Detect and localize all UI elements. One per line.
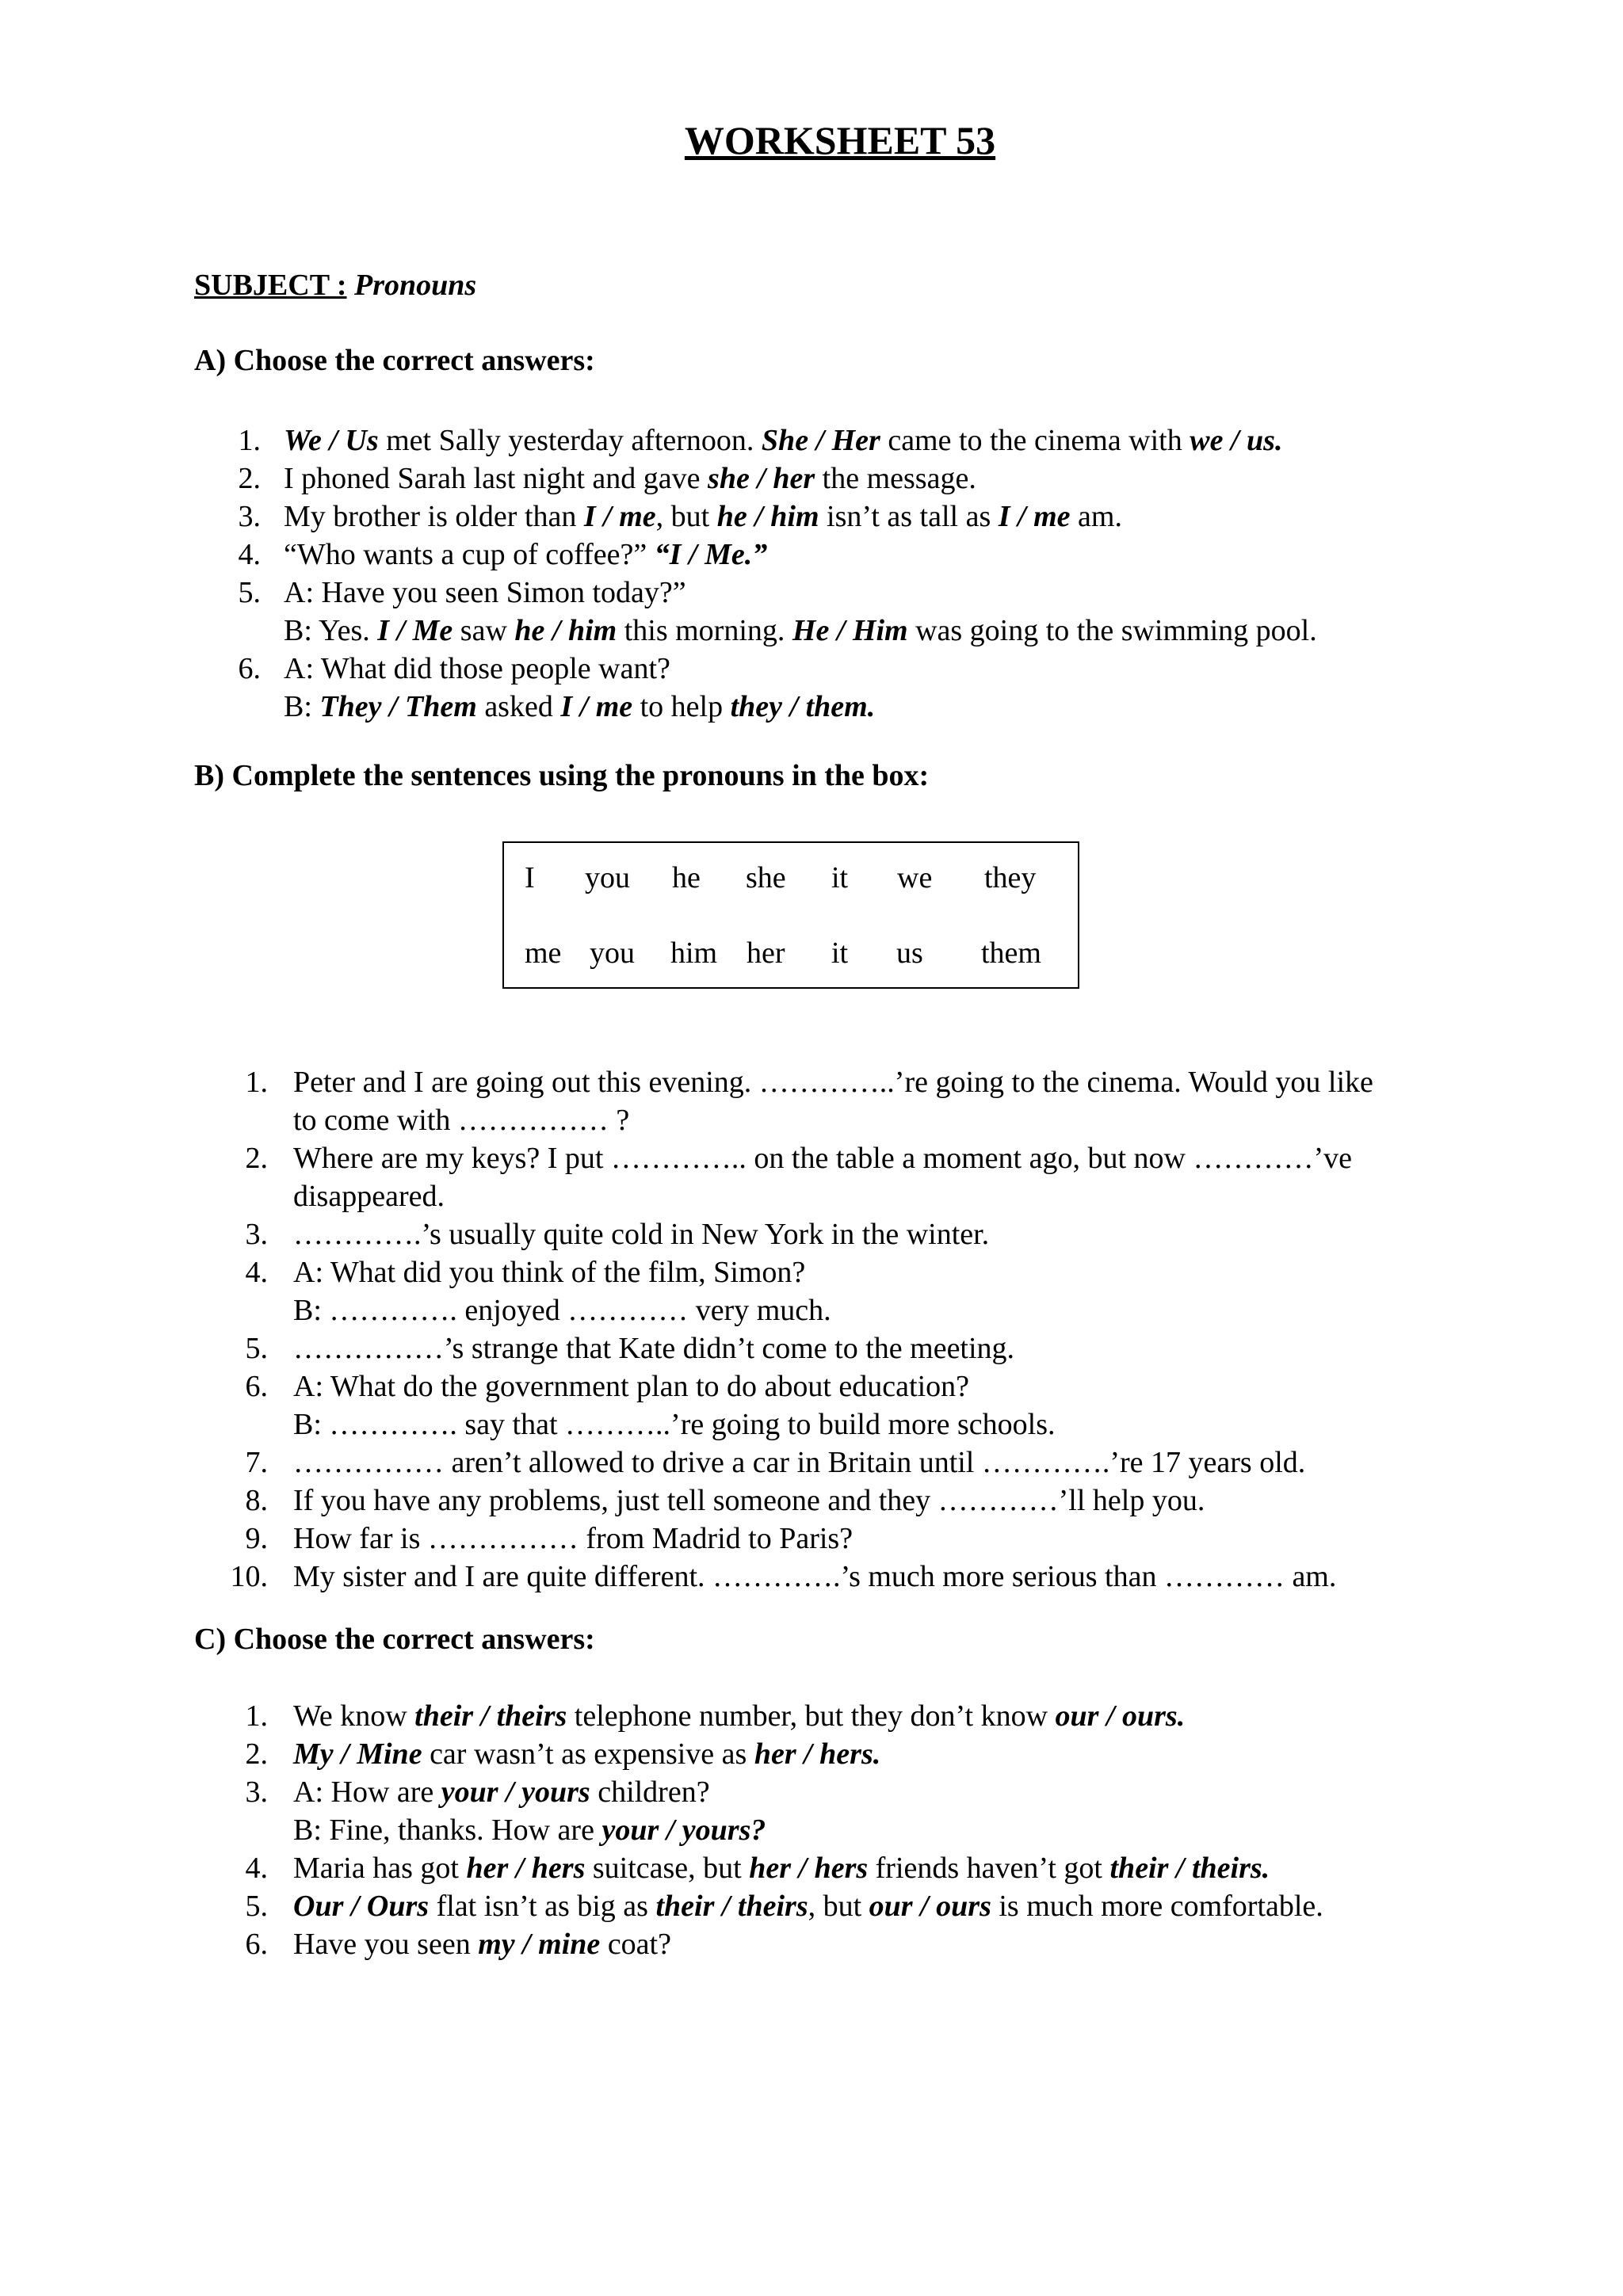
item-line (293, 1482, 1510, 1520)
pronoun-word: me (525, 936, 562, 970)
item-text: to help (632, 690, 731, 723)
item-text: car wasn’t as expensive as (422, 1737, 754, 1771)
exercise-item (194, 1849, 1541, 1887)
item-number: 5. (245, 1332, 268, 1365)
pronoun-word: she (746, 861, 786, 894)
item-line (293, 1405, 1510, 1444)
item-line (284, 650, 1541, 688)
pronoun-word: you (590, 936, 635, 970)
answer-choice: They / Them (319, 690, 477, 723)
item-text: coat? (600, 1928, 671, 1961)
exercise-item (194, 536, 1541, 574)
item-text: B: Yes. (284, 614, 378, 647)
item-text: was going to the swimming pool. (907, 614, 1317, 647)
exercise-item (194, 1253, 1510, 1329)
item-line (284, 574, 1541, 612)
item-text: is much more comfortable. (991, 1890, 1323, 1923)
pronoun-word: you (585, 861, 630, 894)
item-text: B: Fine, thanks. How are (293, 1814, 602, 1847)
page-title: WORKSHEET 53 (684, 118, 996, 162)
exercise-item (194, 1925, 1541, 1963)
item-text: , but (655, 500, 717, 533)
answer-choice: I / me (998, 500, 1071, 533)
answer-choice: I / me (560, 690, 633, 723)
exercise-item (194, 1139, 1510, 1215)
item-line (293, 1291, 1510, 1329)
exercise-item (194, 1367, 1510, 1444)
subject-label: SUBJECT : (194, 269, 347, 302)
pronoun-word: her (747, 936, 785, 970)
answer-choice: her / hers (466, 1852, 586, 1885)
item-line (293, 1139, 1510, 1177)
item-text: Where are my keys? I put ………….. on the table a moment ago, but now …………’ve (293, 1142, 1352, 1175)
answer-choice: we / us. (1190, 424, 1283, 457)
item-text: to come with …………… ? (293, 1104, 630, 1137)
pronoun-word: it (831, 936, 849, 970)
item-line (284, 421, 1541, 460)
item-text: My sister and I are quite different. ………….’s much more serious than ………… am. (293, 1560, 1337, 1593)
item-text: Peter and I are going out this evening. …………..’re going to the cinema. Would you like (293, 1066, 1373, 1099)
section-b-list (194, 1063, 1510, 1596)
pronoun-word: they (984, 861, 1037, 894)
item-text: A: What do the government plan to do about education? (293, 1370, 970, 1403)
item-number: 2. (245, 1737, 268, 1771)
item-number: 6. (245, 1928, 268, 1961)
item-number: 3. (245, 1218, 268, 1251)
exercise-item (194, 1735, 1541, 1773)
answer-choice: My / Mine (293, 1737, 422, 1771)
section-c-heading: C) Choose the correct answers: (194, 1623, 595, 1656)
pronoun-word: he (672, 861, 701, 894)
exercise-item (194, 1558, 1510, 1596)
item-text: suitcase, but (585, 1852, 750, 1885)
answer-choice: he / him (514, 614, 617, 647)
item-line (293, 1773, 1541, 1811)
answer-choice: She / Her (761, 424, 880, 457)
item-text: Maria has got (293, 1852, 467, 1885)
item-number: 6. (238, 652, 261, 685)
item-number: 10. (230, 1560, 268, 1593)
answer-choice: their / theirs (414, 1699, 567, 1733)
item-text: A: How are (293, 1775, 441, 1809)
answer-choice: your / yours (441, 1775, 590, 1809)
item-text: , but (808, 1890, 869, 1923)
item-number: 2. (245, 1142, 268, 1175)
item-text: ………….’s usually quite cold in New York in the winter. (293, 1218, 990, 1251)
exercise-item (194, 1887, 1541, 1925)
item-line (293, 1925, 1541, 1963)
subject-line (194, 268, 476, 303)
item-text: disappeared. (293, 1180, 445, 1213)
item-text: “Who wants a cup of coffee?” (284, 538, 655, 571)
item-line (293, 1444, 1510, 1482)
exercise-item (194, 1697, 1541, 1735)
subject-value: Pronouns (354, 269, 477, 302)
item-line (293, 1253, 1510, 1291)
exercise-item (194, 1773, 1541, 1849)
item-line (293, 1367, 1510, 1405)
item-text: How far is …………… from Madrid to Paris? (293, 1522, 854, 1555)
item-line (293, 1329, 1510, 1367)
pronoun-word: us (896, 936, 923, 970)
answer-choice: our / ours. (1055, 1699, 1186, 1733)
item-text: saw (453, 614, 515, 647)
item-line (293, 1811, 1541, 1849)
item-text: flat isn’t as big as (429, 1890, 656, 1923)
answer-choice: Our / Ours (293, 1890, 430, 1923)
item-text: ……………’s strange that Kate didn’t come to the meeting. (293, 1332, 1015, 1365)
answer-choice: she / her (708, 462, 815, 495)
item-text: friends haven’t got (868, 1852, 1110, 1885)
exercise-item (194, 1520, 1510, 1558)
item-number: 3. (245, 1775, 268, 1809)
answer-choice: my / mine (478, 1928, 601, 1961)
section-a-list (194, 421, 1541, 726)
item-text: A: What did you think of the film, Simon? (293, 1256, 806, 1289)
item-text: A: Have you seen Simon today?” (284, 576, 686, 609)
item-line (293, 1215, 1510, 1253)
item-line (284, 612, 1541, 650)
item-text: met Sally yesterday afternoon. (378, 424, 762, 457)
item-text: …………… aren’t allowed to drive a car in Britain until ………….’re 17 years old. (293, 1446, 1306, 1479)
item-number: 8. (245, 1484, 268, 1517)
item-number: 6. (245, 1370, 268, 1403)
answer-choice: “I / Me.” (654, 538, 768, 571)
item-text: this morning. (617, 614, 792, 647)
exercise-item (194, 1482, 1510, 1520)
exercise-item (194, 460, 1541, 498)
answer-choice: her / hers. (754, 1737, 881, 1771)
section-b-heading: B) Complete the sentences using the pronouns in the box: (194, 759, 930, 792)
answer-choice: her / hers (749, 1852, 869, 1885)
section-c-list (194, 1697, 1541, 1963)
pronoun-box (502, 841, 1079, 989)
pronoun-word: him (670, 936, 718, 970)
item-line (293, 1101, 1510, 1139)
exercise-item (194, 1063, 1510, 1139)
item-line (293, 1063, 1510, 1101)
item-text: the message. (815, 462, 976, 495)
item-number: 7. (245, 1446, 268, 1479)
pronoun-word: it (831, 861, 849, 894)
item-number: 1. (245, 1699, 268, 1733)
item-line (293, 1849, 1541, 1887)
item-text: am. (1070, 500, 1122, 533)
answer-choice: We / Us (284, 424, 379, 457)
item-text: children? (590, 1775, 710, 1809)
exercise-item (194, 421, 1541, 460)
section-a-heading: A) Choose the correct answers: (194, 344, 595, 377)
answer-choice: our / ours (869, 1890, 991, 1923)
answer-choice: He / Him (792, 614, 908, 647)
exercise-item (194, 1329, 1510, 1367)
answer-choice: they / them. (730, 690, 876, 723)
item-text: A: What did those people want? (284, 652, 670, 685)
answer-choice: I / me (583, 500, 656, 533)
item-text: isn’t as tall as (819, 500, 999, 533)
item-number: 4. (245, 1852, 268, 1885)
item-line (284, 498, 1541, 536)
item-line (284, 688, 1541, 726)
item-line (293, 1520, 1510, 1558)
item-number: 4. (245, 1256, 268, 1289)
pronoun-word: them (981, 936, 1041, 970)
answer-choice: their / theirs (655, 1890, 808, 1923)
item-line (284, 460, 1541, 498)
item-number: 5. (238, 576, 261, 609)
pronoun-word: we (897, 861, 933, 894)
item-number: 5. (245, 1890, 268, 1923)
item-number: 9. (245, 1522, 268, 1555)
pronoun-word: I (525, 861, 535, 894)
exercise-item (194, 650, 1541, 726)
item-line (293, 1558, 1510, 1596)
item-text: We know (293, 1699, 415, 1733)
item-line (293, 1735, 1541, 1773)
item-text: came to the cinema with (880, 424, 1190, 457)
item-text: My brother is older than (284, 500, 584, 533)
item-number: 1. (245, 1066, 268, 1099)
item-number: 4. (238, 538, 261, 571)
exercise-item (194, 574, 1541, 650)
answer-choice: their / theirs. (1109, 1852, 1270, 1885)
item-text: Have you seen (293, 1928, 479, 1961)
item-text: B: (284, 690, 320, 723)
exercise-item (194, 1444, 1510, 1482)
item-line (293, 1697, 1541, 1735)
exercise-item (194, 498, 1541, 536)
item-text: I phoned Sarah last night and gave (284, 462, 708, 495)
item-text: If you have any problems, just tell someone and they …………’ll help you. (293, 1484, 1205, 1517)
answer-choice: your / yours? (601, 1814, 766, 1847)
item-text: B: …………. enjoyed ………… very much. (293, 1294, 831, 1327)
item-text: B: …………. say that ………..’re going to build more schools. (293, 1408, 1056, 1441)
item-number: 1. (238, 424, 261, 457)
item-line (293, 1177, 1510, 1215)
item-number: 3. (238, 500, 261, 533)
item-line (293, 1887, 1541, 1925)
exercise-item (194, 1215, 1510, 1253)
item-line (284, 536, 1541, 574)
answer-choice: he / him (716, 500, 819, 533)
answer-choice: I / Me (377, 614, 453, 647)
item-text: asked (476, 690, 561, 723)
item-text: telephone number, but they don’t know (567, 1699, 1056, 1733)
item-number: 2. (238, 462, 261, 495)
